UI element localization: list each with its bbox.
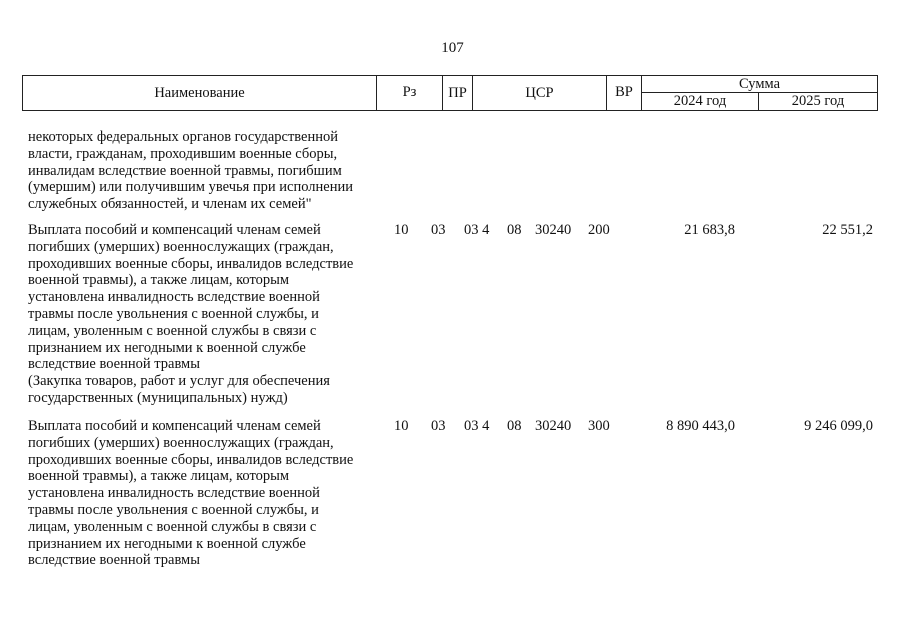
header-year-2024: 2024 год: [642, 93, 759, 110]
row-pr: 03: [431, 418, 446, 434]
row-sum-2025: 22 551,2: [822, 222, 873, 238]
row-csr-subprogram: 08: [507, 222, 522, 238]
header-csr: ЦСР: [473, 76, 607, 110]
row-vr: 200: [588, 222, 610, 238]
row-csr-program: 03 4: [464, 222, 490, 238]
header-sum: Сумма: [642, 76, 877, 93]
row-name: Выплата пособий и компенсаций членам семей погибших (умерших) военнослужащих (граждан, проходивших военные сборы, инвалидов вследствие военной травмы), а также лицам, которым установлена инвалидность вследствие военной травмы после увольнения с военной службы, и лицам, уволенным с военной службы в связи с признанием их негодными к военной службе вследствие военной травмы (Закупка товаров, работ и услуг для обеспечения государственных (муниципальных) нужд): [28, 222, 354, 406]
page-number: 107: [441, 40, 464, 56]
header-pr: ПР: [443, 76, 473, 110]
header-name: Наименование: [23, 76, 377, 110]
row-name: Выплата пособий и компенсаций членам семей погибших (умерших) военнослужащих (граждан, проходивших военные сборы, инвалидов вследствие военной травмы), а также лицам, которым установлена инвалидность вследствие военной травмы после увольнения с военной службы, и лицам, уволенным с военной службы в связи с признанием их негодными к военной службе вследствие военной травмы: [28, 418, 354, 569]
row-csr-program: 03 4: [464, 418, 490, 434]
row-rz: 10: [394, 222, 409, 238]
row-name: некоторых федеральных органов государственной власти, гражданам, проходившим военные сборы, инвалидам вследствие военной травмы, погибшим (умершим) или получившим увечья при исполнении служебных обязанностей, и членам их семей": [28, 129, 354, 213]
row-sum-2024: 21 683,8: [684, 222, 735, 238]
row-sum-2024: 8 890 443,0: [666, 418, 735, 434]
row-pr: 03: [431, 222, 446, 238]
row-vr: 300: [588, 418, 610, 434]
header-rz: Рз: [377, 76, 443, 110]
row-csr-direction: 30240: [535, 418, 572, 434]
table-header: [22, 75, 878, 111]
header-vr: ВР: [607, 76, 642, 110]
row-rz: 10: [394, 418, 409, 434]
header-year-2025: 2025 год: [791, 93, 845, 109]
row-csr-subprogram: 08: [507, 418, 522, 434]
row-sum-2025: 9 246 099,0: [804, 418, 873, 434]
row-csr-direction: 30240: [535, 222, 572, 238]
